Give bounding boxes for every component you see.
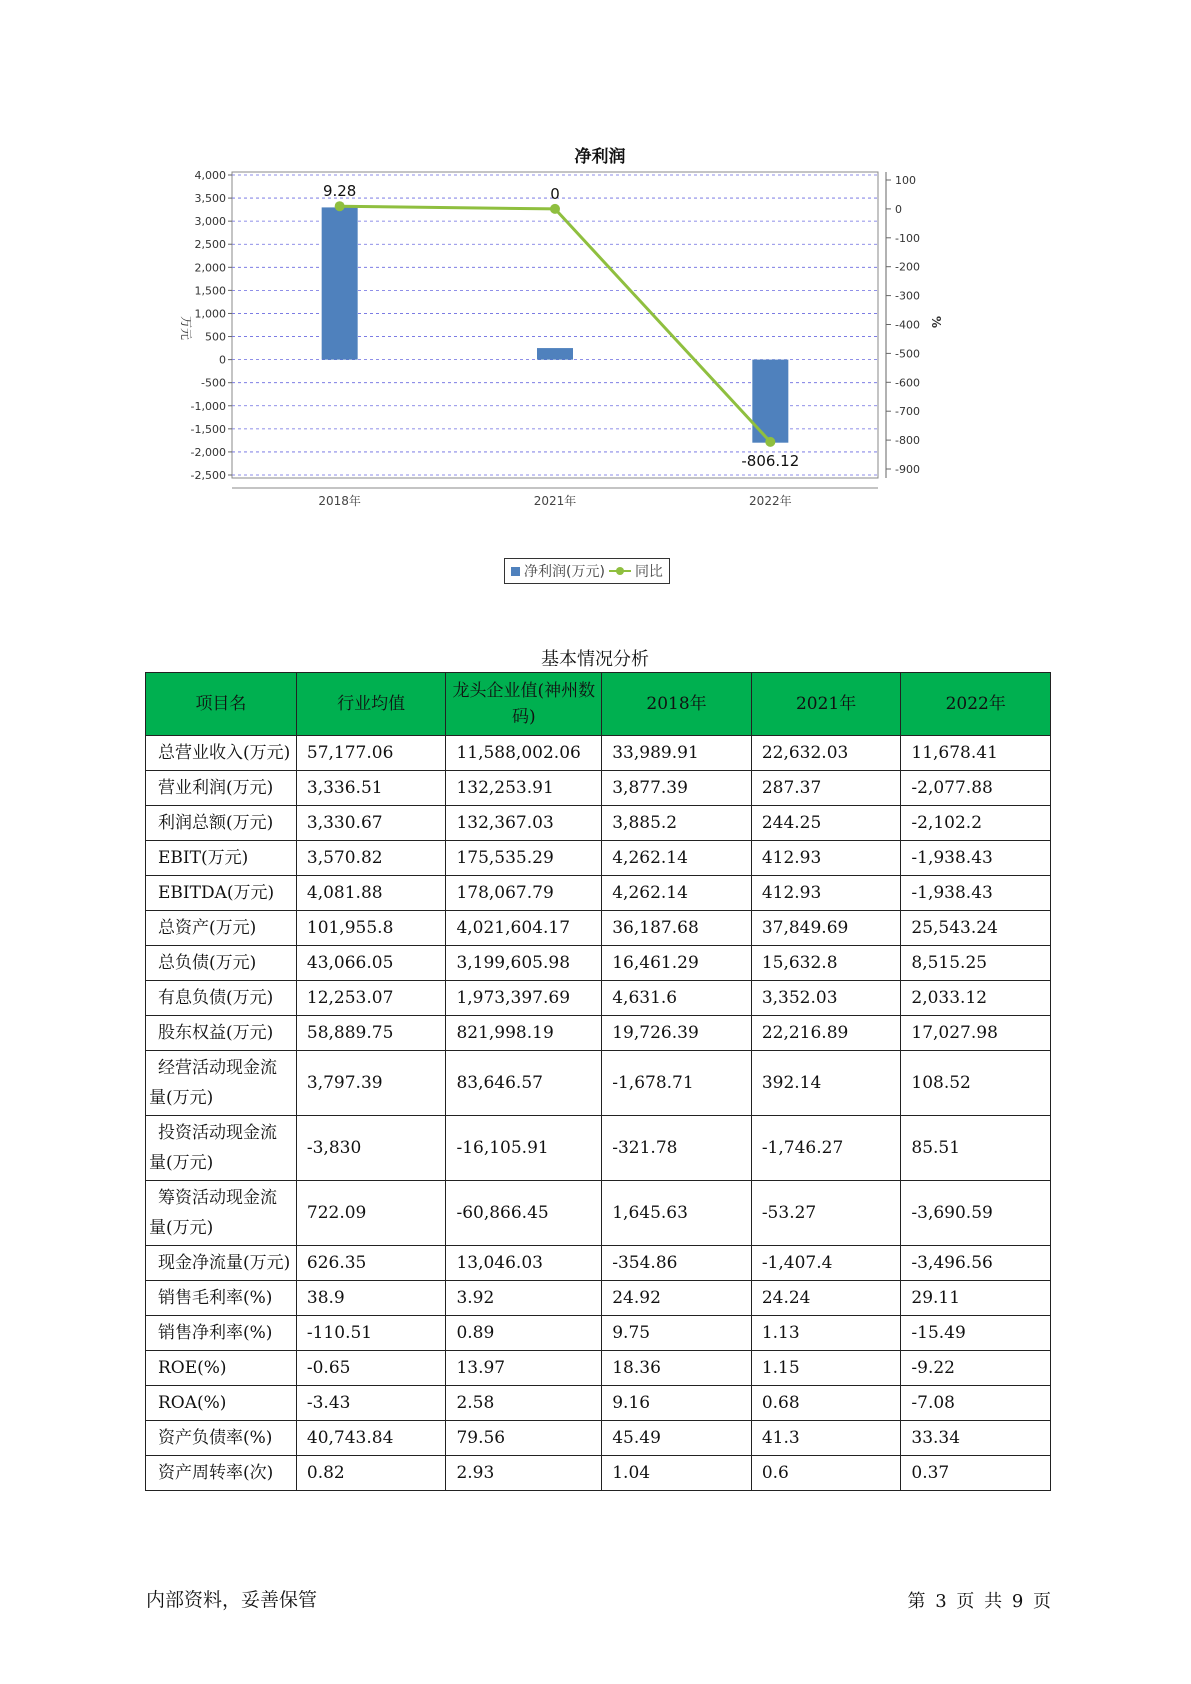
row-value: 18.36: [602, 1351, 752, 1386]
row-value: -7.08: [901, 1386, 1051, 1421]
row-value: 3,336.51: [296, 771, 446, 806]
row-value: 3,352.03: [751, 981, 901, 1016]
row-value: 58,889.75: [296, 1016, 446, 1051]
row-label: 总负债(万元): [146, 946, 297, 981]
chart-legend: [504, 558, 670, 584]
row-value: -60,866.45: [446, 1181, 602, 1246]
row-value: 4,631.6: [602, 981, 752, 1016]
row-value: 0.37: [901, 1456, 1051, 1491]
row-value: -53.27: [751, 1181, 901, 1246]
table-row: [146, 946, 1051, 981]
footer-page-number: 第 3 页 共 9 页: [907, 1591, 1051, 1612]
row-value: -3,690.59: [901, 1181, 1051, 1246]
row-value: 11,678.41: [901, 736, 1051, 771]
y2-tick-label: -700: [895, 405, 920, 419]
row-value: 4,262.14: [602, 841, 752, 876]
row-value: -0.65: [296, 1351, 446, 1386]
row-value: 33,989.91: [602, 736, 752, 771]
row-value: 16,461.29: [602, 946, 752, 981]
table-header-row: [146, 673, 1051, 736]
y2-tick-label: 0: [895, 202, 902, 216]
row-value: 4,021,604.17: [446, 911, 602, 946]
y-tick-label: 0: [219, 353, 226, 367]
y-tick-label: 3,500: [194, 192, 226, 206]
net-profit-chart: [170, 130, 1030, 600]
row-value: 175,535.29: [446, 841, 602, 876]
y2-tick-label: -300: [895, 289, 920, 303]
row-value: 24.92: [602, 1281, 752, 1316]
yoy-point: [335, 201, 345, 211]
row-value: 13,046.03: [446, 1246, 602, 1281]
row-value: 36,187.68: [602, 911, 752, 946]
bar: [322, 207, 358, 359]
row-value: 29.11: [901, 1281, 1051, 1316]
row-label: 销售净利率(%): [146, 1316, 297, 1351]
table-row: [146, 1281, 1051, 1316]
row-label: ROE(%): [146, 1351, 297, 1386]
row-value: 412.93: [751, 841, 901, 876]
row-value: 108.52: [901, 1051, 1051, 1116]
y-tick-label: 2,500: [194, 238, 226, 252]
header-2018: 2018年: [602, 673, 752, 736]
row-value: 40,743.84: [296, 1421, 446, 1456]
table-row: [146, 1316, 1051, 1351]
table-row: [146, 1246, 1051, 1281]
table-row: [146, 1181, 1051, 1246]
table-title: 基本情况分析: [541, 649, 649, 670]
row-value: 3.92: [446, 1281, 602, 1316]
row-value: 2,033.12: [901, 981, 1051, 1016]
row-value: -9.22: [901, 1351, 1051, 1386]
row-value: 412.93: [751, 876, 901, 911]
header-item-name: 项目名: [146, 673, 297, 736]
row-value: 101,955.8: [296, 911, 446, 946]
header-2022: 2022年: [901, 673, 1051, 736]
row-value: -1,746.27: [751, 1116, 901, 1181]
table-row: [146, 876, 1051, 911]
table-row: [146, 1016, 1051, 1051]
bar: [537, 348, 573, 360]
y2-tick-label: -800: [895, 434, 920, 448]
row-value: 132,367.03: [446, 806, 602, 841]
row-value: 3,797.39: [296, 1051, 446, 1116]
table-row: [146, 981, 1051, 1016]
yoy-point: [550, 204, 560, 214]
header-2021: 2021年: [751, 673, 901, 736]
y-tick-label: -500: [201, 376, 226, 390]
x-tick-label: 2021年: [533, 494, 577, 508]
row-value: 12,253.07: [296, 981, 446, 1016]
row-label: 资产周转率(次): [146, 1456, 297, 1491]
row-value: -3.43: [296, 1386, 446, 1421]
row-value: 22,632.03: [751, 736, 901, 771]
legend-line-label: 同比: [634, 564, 663, 580]
basic-analysis-table: [145, 672, 1051, 1491]
row-value: 3,885.2: [602, 806, 752, 841]
row-value: 0.6: [751, 1456, 901, 1491]
row-label: 资产负债率(%): [146, 1421, 297, 1456]
row-value: 25,543.24: [901, 911, 1051, 946]
row-value: 85.51: [901, 1116, 1051, 1181]
legend-bar-label: 净利润(万元): [524, 564, 605, 580]
y-tick-label: -1,500: [190, 422, 226, 436]
row-label: 投资活动现金流量(万元): [146, 1116, 297, 1181]
row-value: 1.15: [751, 1351, 901, 1386]
row-value: 24.24: [751, 1281, 901, 1316]
table-row: [146, 1051, 1051, 1116]
data-label: -806.12: [741, 451, 800, 470]
y-tick-label: 500: [205, 330, 226, 344]
table-row: [146, 806, 1051, 841]
header-industry-avg: 行业均值: [296, 673, 446, 736]
y-tick-label: -2,500: [190, 469, 226, 482]
row-value: 15,632.8: [751, 946, 901, 981]
row-value: 821,998.19: [446, 1016, 602, 1051]
row-value: 4,262.14: [602, 876, 752, 911]
y-tick-label: -1,000: [190, 399, 226, 413]
row-label: EBITDA(万元): [146, 876, 297, 911]
table-row: [146, 771, 1051, 806]
row-value: 11,588,002.06: [446, 736, 602, 771]
row-value: 722.09: [296, 1181, 446, 1246]
row-value: 19,726.39: [602, 1016, 752, 1051]
row-value: 17,027.98: [901, 1016, 1051, 1051]
row-value: 244.25: [751, 806, 901, 841]
row-value: 22,216.89: [751, 1016, 901, 1051]
y2-tick-label: -500: [895, 347, 920, 361]
row-label: 利润总额(万元): [146, 806, 297, 841]
row-value: 43,066.05: [296, 946, 446, 981]
row-value: -1,938.43: [901, 841, 1051, 876]
y-tick-label: -2,000: [190, 445, 226, 459]
row-value: -2,102.2: [901, 806, 1051, 841]
y-tick-label: 4,000: [194, 169, 226, 182]
y2-tick-label: -400: [895, 318, 920, 332]
table-row: [146, 1351, 1051, 1386]
row-label: ROA(%): [146, 1386, 297, 1421]
y-tick-label: 2,000: [194, 261, 226, 275]
row-value: -321.78: [602, 1116, 752, 1181]
row-value: 2.93: [446, 1456, 602, 1491]
row-value: 1,973,397.69: [446, 981, 602, 1016]
row-value: 2.58: [446, 1386, 602, 1421]
table-row: [146, 1116, 1051, 1181]
row-value: 1,645.63: [602, 1181, 752, 1246]
y-tick-label: 1,500: [194, 284, 226, 298]
row-value: -15.49: [901, 1316, 1051, 1351]
row-value: 1.13: [751, 1316, 901, 1351]
row-value: 3,199,605.98: [446, 946, 602, 981]
y2-tick-label: -900: [895, 463, 920, 476]
y2-tick-label: 100: [895, 174, 916, 187]
row-value: 79.56: [446, 1421, 602, 1456]
data-label: 9.28: [322, 182, 357, 201]
row-value: -1,678.71: [602, 1051, 752, 1116]
y-axis-title: 万元: [179, 315, 193, 341]
row-value: -3,830: [296, 1116, 446, 1181]
row-label: 有息负债(万元): [146, 981, 297, 1016]
row-label: 筹资活动现金流量(万元): [146, 1181, 297, 1246]
row-label: 股东权益(万元): [146, 1016, 297, 1051]
row-value: 178,067.79: [446, 876, 602, 911]
row-value: 83,646.57: [446, 1051, 602, 1116]
row-value: 41.3: [751, 1421, 901, 1456]
yoy-point: [765, 437, 775, 447]
row-value: 287.37: [751, 771, 901, 806]
row-value: 8,515.25: [901, 946, 1051, 981]
row-value: 1.04: [602, 1456, 752, 1491]
row-value: 0.82: [296, 1456, 446, 1491]
row-value: -2,077.88: [901, 771, 1051, 806]
row-label: 经营活动现金流量(万元): [146, 1051, 297, 1116]
row-value: 9.75: [602, 1316, 752, 1351]
row-value: -354.86: [602, 1246, 752, 1281]
row-label: 销售毛利率(%): [146, 1281, 297, 1316]
x-tick-label: 2022年: [749, 494, 792, 508]
row-value: 3,330.67: [296, 806, 446, 841]
row-value: 392.14: [751, 1051, 901, 1116]
row-label: 现金净流量(万元): [146, 1246, 297, 1281]
table-row: [146, 911, 1051, 946]
y-tick-label: 3,000: [194, 215, 226, 229]
row-value: -1,938.43: [901, 876, 1051, 911]
table-row: [146, 1386, 1051, 1421]
row-label: 总资产(万元): [146, 911, 297, 946]
row-value: -110.51: [296, 1316, 446, 1351]
row-value: 9.16: [602, 1386, 752, 1421]
row-value: 57,177.06: [296, 736, 446, 771]
y2-tick-label: -100: [895, 231, 920, 245]
row-value: -16,105.91: [446, 1116, 602, 1181]
row-value: 3,570.82: [296, 841, 446, 876]
row-value: 0.68: [751, 1386, 901, 1421]
y2-tick-label: -600: [895, 376, 920, 390]
row-value: 3,877.39: [602, 771, 752, 806]
table-row: [146, 736, 1051, 771]
legend-line-swatch: [609, 566, 631, 576]
yoy-line: [340, 206, 771, 442]
row-value: 37,849.69: [751, 911, 901, 946]
table-row: [146, 1421, 1051, 1456]
table-row: [146, 841, 1051, 876]
y2-tick-label: -200: [895, 260, 920, 274]
chart-svg: [170, 130, 1030, 560]
header-leader-value: 龙头企业值(神州数码): [446, 673, 602, 736]
row-value: 38.9: [296, 1281, 446, 1316]
chart-title: 净利润: [574, 147, 626, 167]
row-value: 4,081.88: [296, 876, 446, 911]
data-label: 0: [550, 184, 560, 203]
row-label: EBIT(万元): [146, 841, 297, 876]
row-value: 33.34: [901, 1421, 1051, 1456]
row-value: 0.89: [446, 1316, 602, 1351]
row-value: 13.97: [446, 1351, 602, 1386]
legend-bar-swatch: [511, 567, 520, 576]
table-row: [146, 1456, 1051, 1491]
row-label: 营业利润(万元): [146, 771, 297, 806]
table-body: [146, 736, 1051, 1491]
x-tick-label: 2018年: [318, 494, 361, 508]
footer-confidential: 内部资料，妥善保管: [146, 1589, 318, 1611]
row-value: 626.35: [296, 1246, 446, 1281]
row-label: 总营业收入(万元): [146, 736, 297, 771]
row-value: 45.49: [602, 1421, 752, 1456]
row-value: -1,407.4: [751, 1246, 901, 1281]
y-tick-label: 1,000: [194, 307, 226, 321]
row-value: 132,253.91: [446, 771, 602, 806]
row-value: -3,496.56: [901, 1246, 1051, 1281]
y2-axis-title: %: [929, 315, 943, 329]
